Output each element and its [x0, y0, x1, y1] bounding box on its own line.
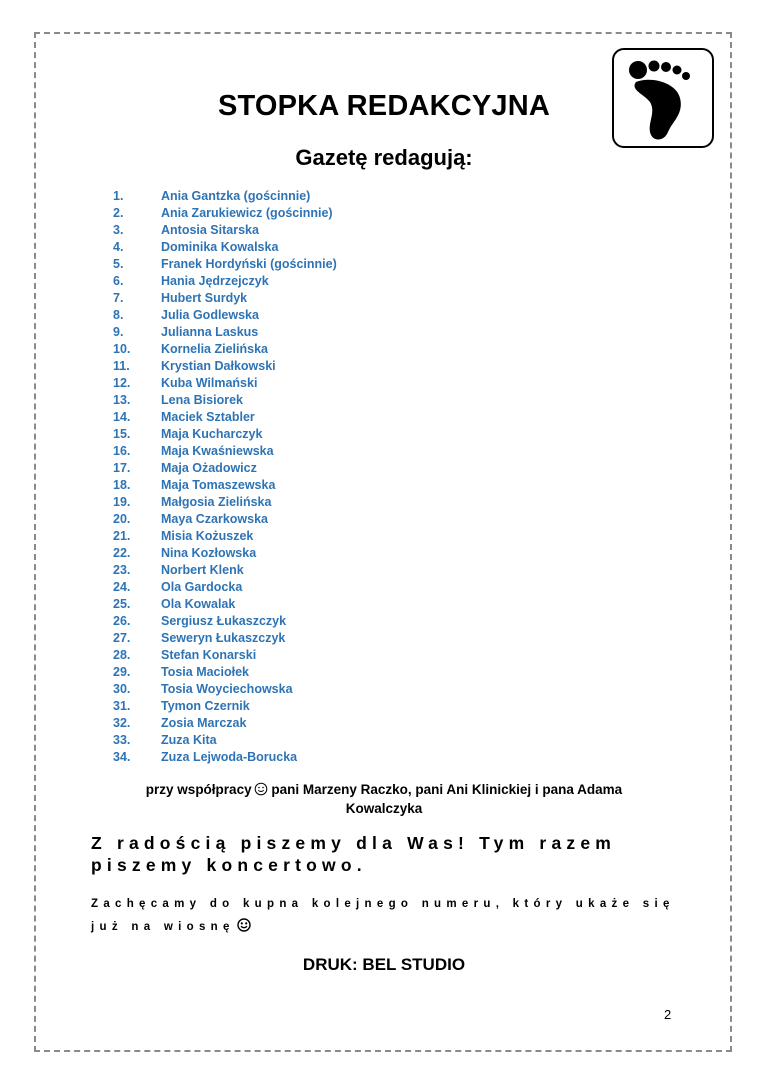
list-item — [113, 426, 513, 443]
list-item-name: Stefan Konarski — [161, 648, 257, 662]
list-item-name: Maja Kucharczyk — [161, 427, 263, 441]
smiley-icon — [254, 782, 268, 796]
smiley-icon — [237, 918, 251, 932]
list-item — [113, 681, 513, 698]
list-item-number: 4. — [113, 240, 124, 254]
list-item-name: Maja Ożadowicz — [161, 461, 257, 475]
list-item-number: 10. — [113, 342, 131, 356]
list-item-name: Maja Kwaśniewska — [161, 444, 274, 458]
list-item — [113, 579, 513, 596]
list-item-name: Misia Kożuszek — [161, 529, 254, 543]
list-item-number: 16. — [113, 444, 131, 458]
list-item-name: Kuba Wilmański — [161, 376, 258, 390]
list-item-number: 7. — [113, 291, 124, 305]
invitation-note — [91, 893, 691, 939]
list-item-number: 19. — [113, 495, 131, 509]
list-item — [113, 409, 513, 426]
list-item-number: 12. — [113, 376, 131, 390]
list-item-name: Sergiusz Łukaszczyk — [161, 614, 287, 628]
list-item-name: Seweryn Łukaszczyk — [161, 631, 286, 645]
list-item-number: 6. — [113, 274, 124, 288]
list-item-name: Krystian Dałkowski — [161, 359, 276, 373]
list-item — [113, 494, 513, 511]
list-item-name: Hubert Surdyk — [161, 291, 248, 305]
list-item-name: Maciek Sztabler — [161, 410, 255, 424]
list-item-number: 33. — [113, 733, 131, 747]
list-item — [113, 358, 513, 375]
list-item — [113, 749, 513, 766]
list-item-number: 8. — [113, 308, 124, 322]
message-text: Z radością piszemy dla Was! Tym razem piszemy koncertowo. — [91, 833, 617, 875]
list-item — [113, 273, 513, 290]
list-item — [113, 443, 513, 460]
list-item — [113, 715, 513, 732]
list-item-name: Tymon Czernik — [161, 699, 250, 713]
list-item-number: 28. — [113, 648, 131, 662]
list-item — [113, 562, 513, 579]
list-item-number: 30. — [113, 682, 131, 696]
list-item-number: 18. — [113, 478, 131, 492]
list-item — [113, 528, 513, 545]
list-item-name: Antosia Sitarska — [161, 223, 259, 237]
list-item-name: Ania Zarukiewicz (gościnnie) — [161, 206, 333, 220]
list-item-number: 22. — [113, 546, 131, 560]
list-item — [113, 239, 513, 256]
list-item-name: Zosia Marczak — [161, 716, 247, 730]
list-item-number: 5. — [113, 257, 124, 271]
list-item-number: 31. — [113, 699, 131, 713]
list-item-name: Maya Czarkowska — [161, 512, 269, 526]
collaboration-note — [130, 780, 638, 818]
collaboration-after: pani Marzeny Raczko, pani Ani Klinickiej i pana Adama Kowalczyka — [267, 782, 623, 816]
list-item — [113, 392, 513, 409]
list-item-name: Zuza Kita — [161, 733, 217, 747]
editor-list — [113, 188, 513, 766]
list-item-name: Kornelia Zielińska — [161, 342, 268, 356]
list-item — [113, 205, 513, 222]
list-item-number: 26. — [113, 614, 131, 628]
collaboration-before: przy współpracy — [145, 782, 252, 797]
list-item-number: 15. — [113, 427, 131, 441]
list-item-name: Hania Jędrzejczyk — [161, 274, 269, 288]
list-item — [113, 732, 513, 749]
page-title: STOPKA REDAKCYJNA — [217, 90, 551, 122]
list-item — [113, 460, 513, 477]
list-item-number: 29. — [113, 665, 131, 679]
list-item-name: Ola Kowalak — [161, 597, 236, 611]
page-number: 2 — [664, 1007, 672, 1022]
list-item-number: 3. — [113, 223, 124, 237]
list-item — [113, 545, 513, 562]
list-item-number: 24. — [113, 580, 131, 594]
list-item-name: Franek Hordyński (gościnnie) — [161, 257, 337, 271]
list-item — [113, 630, 513, 647]
list-item — [113, 341, 513, 358]
list-item-name: Norbert Klenk — [161, 563, 244, 577]
list-item-name: Tosia Maciołek — [161, 665, 249, 679]
list-item — [113, 222, 513, 239]
list-item-number: 21. — [113, 529, 131, 543]
list-item-number: 34. — [113, 750, 131, 764]
list-item — [113, 375, 513, 392]
list-item — [113, 596, 513, 613]
list-item-name: Ania Gantzka (gościnnie) — [161, 189, 311, 203]
list-item — [113, 324, 513, 341]
list-item-number: 1. — [113, 189, 124, 203]
list-item-name: Julia Godlewska — [161, 308, 259, 322]
list-item-number: 27. — [113, 631, 131, 645]
list-item-number: 14. — [113, 410, 131, 424]
list-item-number: 2. — [113, 206, 124, 220]
list-item-name: Nina Kozłowska — [161, 546, 257, 560]
list-item-name: Maja Tomaszewska — [161, 478, 276, 492]
list-item-name: Małgosia Zielińska — [161, 495, 272, 509]
list-item-number: 17. — [113, 461, 131, 475]
list-item-number: 23. — [113, 563, 131, 577]
list-item-number: 25. — [113, 597, 131, 611]
printer-credit: DRUK: BEL STUDIO — [302, 955, 466, 974]
list-item — [113, 511, 513, 528]
list-item — [113, 477, 513, 494]
list-item — [113, 698, 513, 715]
invitation-text: Zachęcamy do kupna kolejnego numeru, który ukaże się już na wiosnę — [91, 898, 675, 933]
list-item-name: Dominika Kowalska — [161, 240, 279, 254]
list-item-number: 13. — [113, 393, 131, 407]
list-item — [113, 290, 513, 307]
list-item-name: Zuza Lejwoda-Borucka — [161, 750, 298, 764]
list-item-name: Lena Bisiorek — [161, 393, 243, 407]
list-item — [113, 647, 513, 664]
list-item-name: Ola Gardocka — [161, 580, 243, 594]
list-item — [113, 307, 513, 324]
list-item — [113, 664, 513, 681]
list-item-number: 32. — [113, 716, 131, 730]
list-item-name: Julianna Laskus — [161, 325, 259, 339]
list-item-number: 9. — [113, 325, 124, 339]
list-item-number: 11. — [113, 359, 130, 373]
list-item — [113, 613, 513, 630]
list-item — [113, 256, 513, 273]
list-item-number: 20. — [113, 512, 131, 526]
list-item-name: Tosia Woyciechowska — [161, 682, 293, 696]
list-item — [113, 188, 513, 205]
page-subtitle: Gazetę redagują: — [295, 145, 473, 170]
